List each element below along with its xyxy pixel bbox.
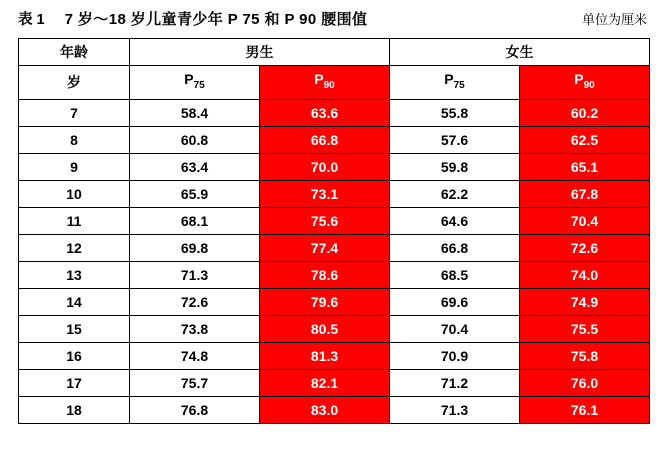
cell-male-p75: 60.8 [130,126,260,153]
table-row [19,234,650,261]
cell-female-p75: 55.8 [390,99,520,126]
cell-female-p75: 64.6 [390,207,520,234]
table-row [19,342,650,369]
table-row [19,207,650,234]
cell-male-p90: 66.8 [260,126,390,153]
cell-male-p75: 73.8 [130,315,260,342]
header-male-p90 [260,66,390,100]
header-male-p75-prefix: P [184,71,194,87]
cell-male-p75: 63.4 [130,153,260,180]
cell-female-p75: 70.9 [390,342,520,369]
cell-age: 10 [19,180,130,207]
cell-female-p90: 75.5 [520,315,650,342]
cell-female-p75: 62.2 [390,180,520,207]
cell-age: 11 [19,207,130,234]
cell-male-p90: 77.4 [260,234,390,261]
cell-female-p90: 75.8 [520,342,650,369]
cell-age: 14 [19,288,130,315]
cell-male-p75: 72.6 [130,288,260,315]
table-row [19,153,650,180]
cell-male-p75: 71.3 [130,261,260,288]
header-row-stats [19,66,650,100]
cell-male-p75: 75.7 [130,369,260,396]
header-female-p90-sub: 90 [583,79,595,91]
cell-age: 17 [19,369,130,396]
cell-age: 12 [19,234,130,261]
table-row [19,369,650,396]
cell-age: 9 [19,153,130,180]
table-row [19,288,650,315]
table-row [19,126,650,153]
table-row [19,315,650,342]
cell-male-p75: 68.1 [130,207,260,234]
header-male-p75 [130,66,260,100]
cell-male-p75: 58.4 [130,99,260,126]
cell-male-p90: 83.0 [260,396,390,423]
waist-circumference-table [18,38,650,424]
cell-male-p75: 74.8 [130,342,260,369]
cell-male-p90: 81.3 [260,342,390,369]
table-row [19,396,650,423]
cell-female-p75: 71.2 [390,369,520,396]
header-age-unit: 岁 [19,66,130,100]
header-female-p75-sub: 75 [453,79,465,91]
cell-female-p75: 68.5 [390,261,520,288]
cell-male-p75: 65.9 [130,180,260,207]
table-number-label: 表 1 [18,12,45,28]
table-row [19,99,650,126]
header-male-p90-prefix: P [314,71,324,87]
cell-male-p90: 80.5 [260,315,390,342]
cell-male-p90: 78.6 [260,261,390,288]
table-row [19,261,650,288]
cell-male-p75: 69.8 [130,234,260,261]
table-title: 7 岁～18 岁儿童青少年 P 75 和 P 90 腰围值 [64,11,368,28]
cell-female-p75: 69.6 [390,288,520,315]
cell-age: 18 [19,396,130,423]
cell-female-p90: 67.8 [520,180,650,207]
cell-male-p90: 70.0 [260,153,390,180]
header-female-group: 女生 [390,39,650,66]
cell-male-p90: 82.1 [260,369,390,396]
cell-male-p90: 73.1 [260,180,390,207]
cell-age: 8 [19,126,130,153]
cell-female-p75: 71.3 [390,396,520,423]
cell-female-p90: 65.1 [520,153,650,180]
header-female-p75-prefix: P [444,71,454,87]
cell-male-p75: 76.8 [130,396,260,423]
cell-female-p90: 76.1 [520,396,650,423]
cell-female-p75: 70.4 [390,315,520,342]
cell-age: 13 [19,261,130,288]
table-caption [18,0,649,36]
cell-female-p90: 60.2 [520,99,650,126]
cell-female-p75: 59.8 [390,153,520,180]
header-female-p90 [520,66,650,100]
cell-male-p90: 75.6 [260,207,390,234]
header-male-p75-sub: 75 [193,79,205,91]
cell-female-p90: 70.4 [520,207,650,234]
header-female-p90-prefix: P [574,71,584,87]
cell-age: 15 [19,315,130,342]
cell-female-p75: 66.8 [390,234,520,261]
header-female-p75 [390,66,520,100]
cell-female-p90: 62.5 [520,126,650,153]
table-unit-note: 单位为厘米 [581,12,647,27]
cell-female-p90: 76.0 [520,369,650,396]
cell-age: 16 [19,342,130,369]
cell-male-p90: 63.6 [260,99,390,126]
cell-male-p90: 79.6 [260,288,390,315]
cell-female-p90: 74.0 [520,261,650,288]
header-male-p90-sub: 90 [323,79,335,91]
cell-age: 7 [19,99,130,126]
header-row-group [19,39,650,66]
cell-female-p75: 57.6 [390,126,520,153]
table-row [19,180,650,207]
cell-female-p90: 74.9 [520,288,650,315]
header-age-label: 年龄 [19,39,130,66]
cell-female-p90: 72.6 [520,234,650,261]
header-male-group: 男生 [130,39,390,66]
